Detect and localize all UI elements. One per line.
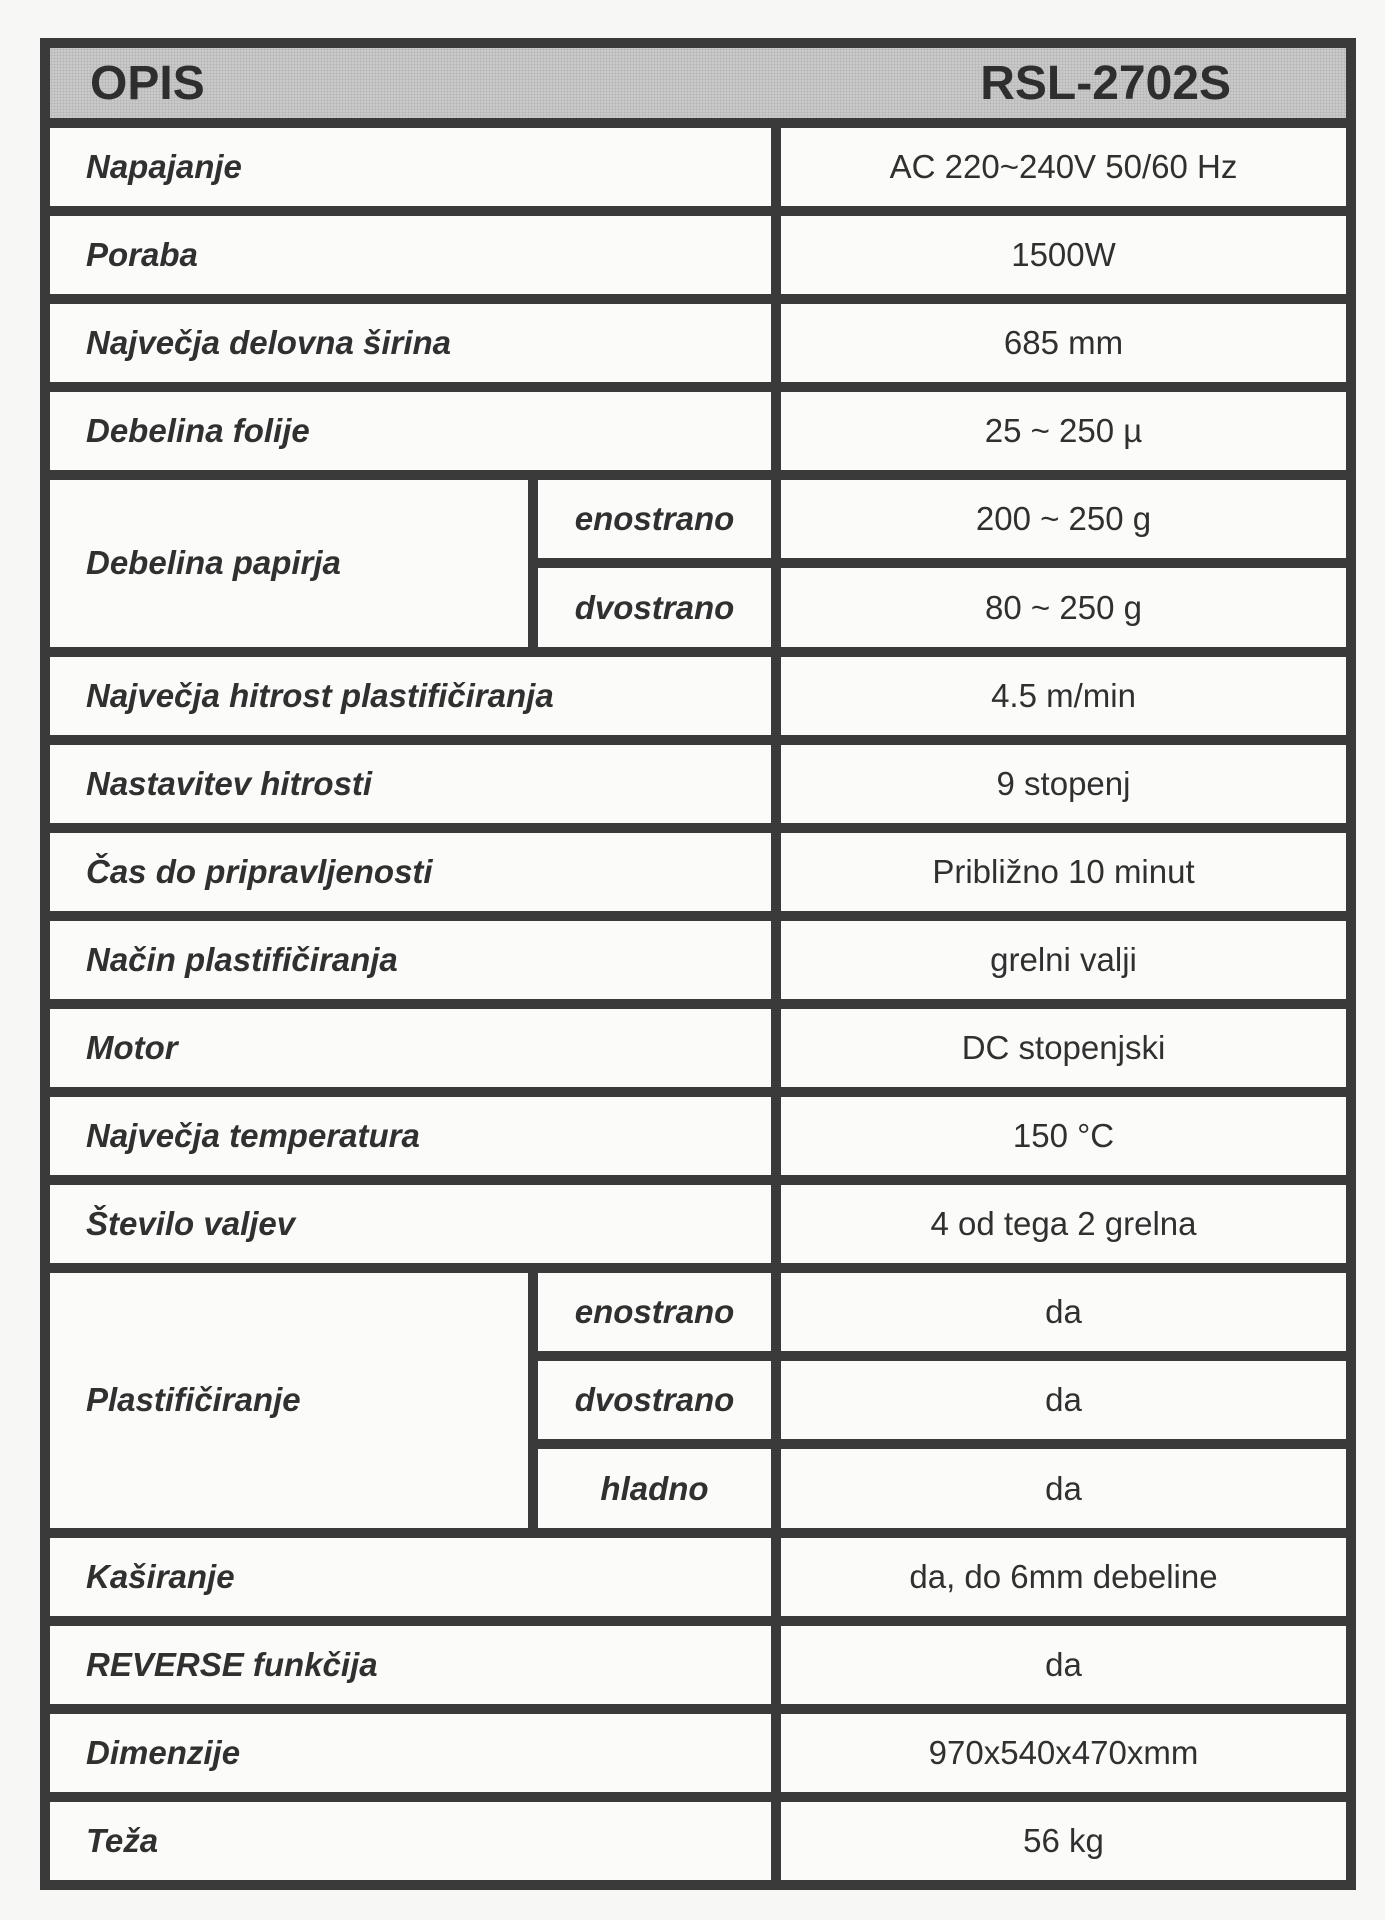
row-label: Največja hitrost plastifičiranja bbox=[50, 657, 771, 735]
row-label: Največja delovna širina bbox=[50, 304, 771, 382]
row-value: AC 220~240V 50/60 Hz bbox=[781, 128, 1346, 206]
row-value: 25 ~ 250 µ bbox=[781, 392, 1346, 470]
sub-label: dvostrano bbox=[538, 568, 771, 646]
row-value: da bbox=[781, 1626, 1346, 1704]
row-label: Nastavitev hitrosti bbox=[50, 745, 771, 823]
row-value: grelni valji bbox=[781, 921, 1346, 999]
row-value: da, do 6mm debeline bbox=[781, 1538, 1346, 1616]
sub-label: hladno bbox=[538, 1449, 771, 1527]
row-value: 9 stopenj bbox=[781, 745, 1346, 823]
spec-table bbox=[40, 38, 1356, 1890]
row-value: 4.5 m/min bbox=[781, 657, 1346, 735]
row-label: Kaširanje bbox=[50, 1538, 771, 1616]
row-value: 150 °C bbox=[781, 1097, 1346, 1175]
sub-value: 200 ~ 250 g bbox=[781, 480, 1346, 558]
row-label: Način plastifičiranja bbox=[50, 921, 771, 999]
table-header bbox=[50, 48, 1346, 118]
row-label: Čas do pripravljenosti bbox=[50, 833, 771, 911]
paper-thickness-label: Debelina papirja bbox=[50, 480, 528, 646]
row-label: Število valjev bbox=[50, 1185, 771, 1263]
row-value: 1500W bbox=[781, 216, 1346, 294]
row-label: Motor bbox=[50, 1009, 771, 1087]
sub-label: enostrano bbox=[538, 1273, 771, 1351]
sub-value: 80 ~ 250 g bbox=[781, 568, 1346, 646]
lamination-label: Plastifičiranje bbox=[50, 1273, 528, 1527]
row-label: Največja temperatura bbox=[50, 1097, 771, 1175]
row-value: 970x540x470xmm bbox=[781, 1714, 1346, 1792]
row-value: 685 mm bbox=[781, 304, 1346, 382]
sub-value: da bbox=[781, 1361, 1346, 1439]
row-label: Napajanje bbox=[50, 128, 771, 206]
sub-value: da bbox=[781, 1273, 1346, 1351]
row-value: DC stopenjski bbox=[781, 1009, 1346, 1087]
sub-label: dvostrano bbox=[538, 1361, 771, 1439]
sub-value: da bbox=[781, 1449, 1346, 1527]
sub-label: enostrano bbox=[538, 480, 771, 558]
row-label: Teža bbox=[50, 1802, 771, 1880]
model-name: RSL-2702S bbox=[980, 56, 1231, 110]
header-title: OPIS bbox=[90, 56, 205, 110]
row-label: Debelina folije bbox=[50, 392, 771, 470]
row-label: Poraba bbox=[50, 216, 771, 294]
row-label: REVERSE funkčija bbox=[50, 1626, 771, 1704]
row-value: Približno 10 minut bbox=[781, 833, 1346, 911]
row-value: 56 kg bbox=[781, 1802, 1346, 1880]
row-label: Dimenzije bbox=[50, 1714, 771, 1792]
row-value: 4 od tega 2 grelna bbox=[781, 1185, 1346, 1263]
